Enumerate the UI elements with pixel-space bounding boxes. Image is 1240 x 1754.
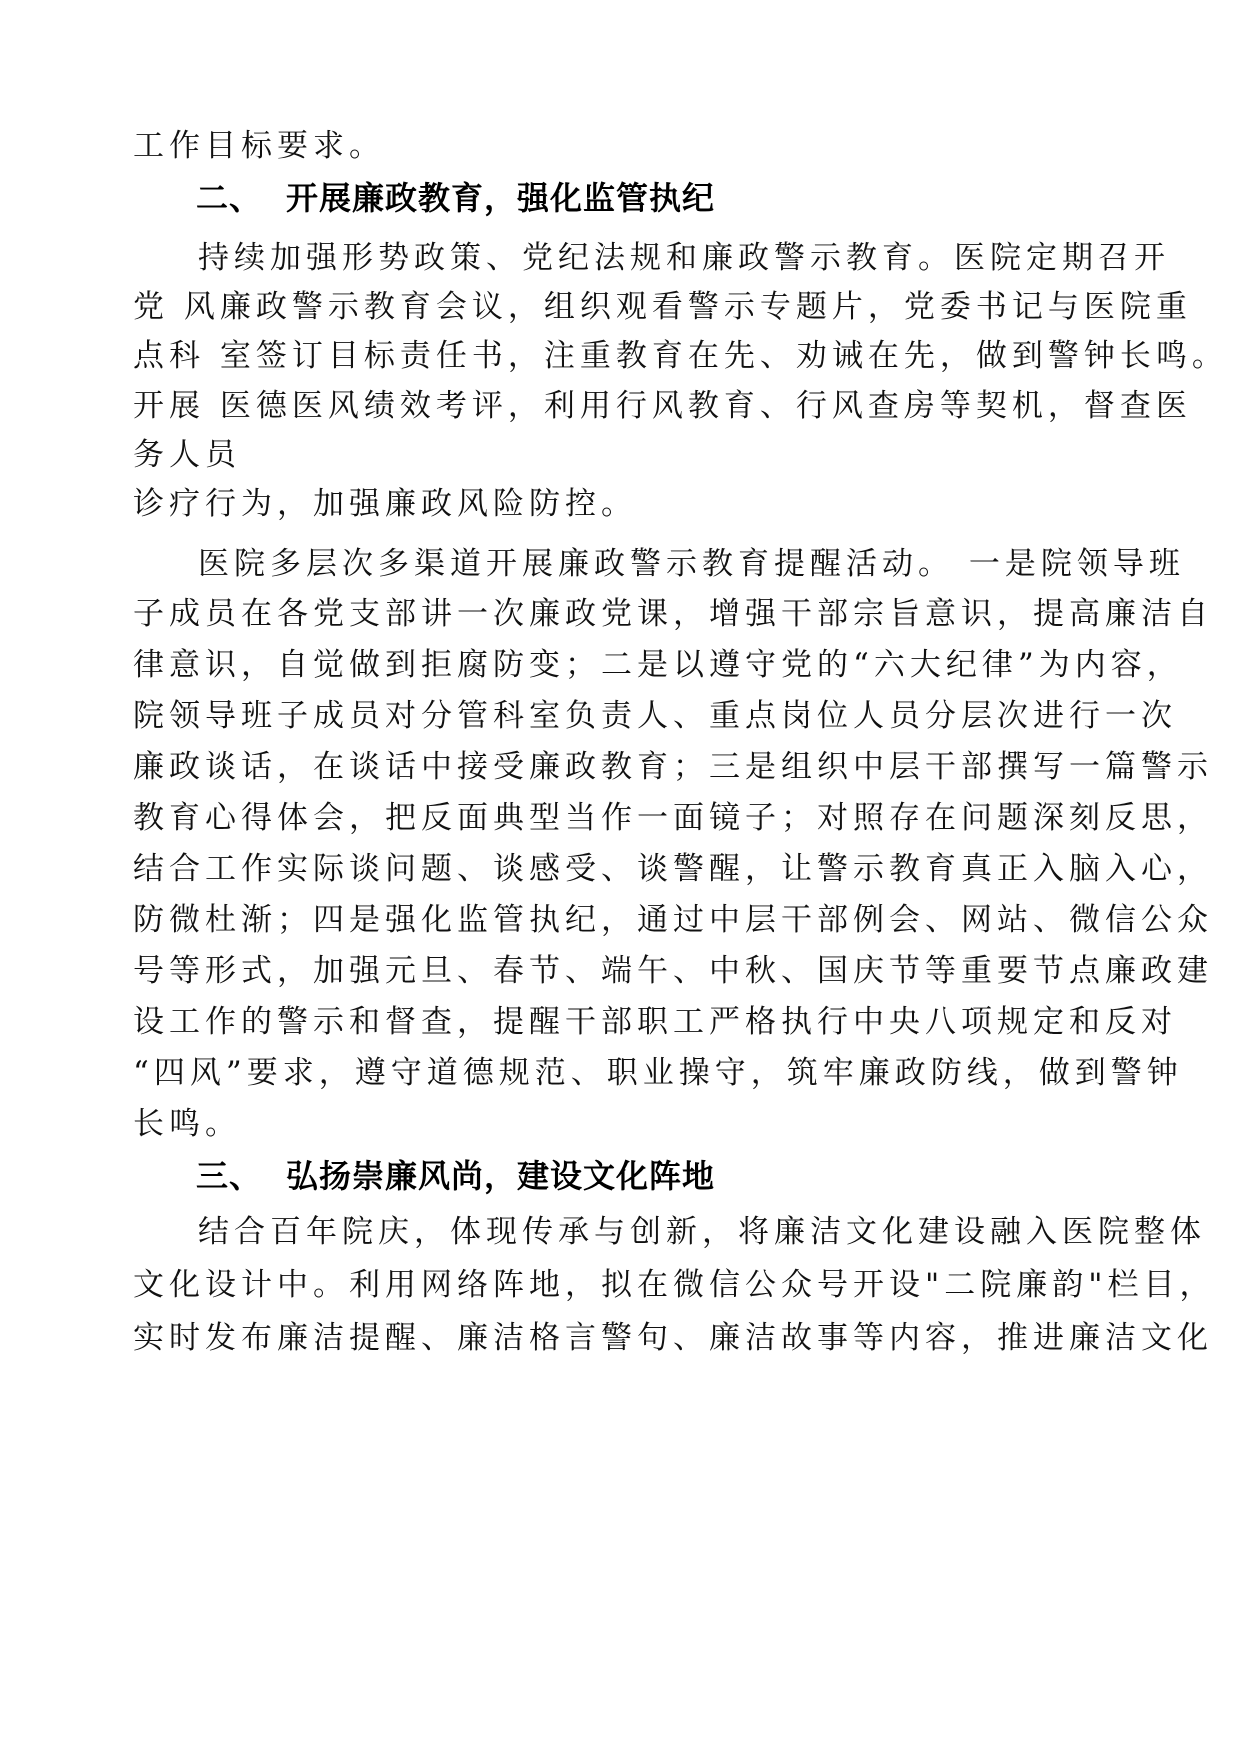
- text-line: 结合工作实际谈问题、谈感受、谈警醒，让警示教育真正入脑入心，: [133, 851, 1213, 887]
- text-line: 实时发布廉洁提醒、廉洁格言警句、廉洁故事等内容，推进廉洁文化: [133, 1320, 1213, 1356]
- text-line: 持续加强形势政策、党纪法规和廉政警示教育。医院定期召开: [198, 240, 1170, 276]
- section-heading-3: [196, 1156, 715, 1196]
- text-line: 防微杜渐；四是强化监管执纪，通过中层干部例会、网站、微信公众: [133, 902, 1213, 938]
- text-line: “四风”要求，遵守道德规范、职业操守，筑牢廉政防线，做到警钟: [133, 1055, 1183, 1091]
- text-line: 律意识，自觉做到拒腐防变；二是以遵守党的“六大纪律”为内容，: [133, 647, 1183, 683]
- section-title: 开展廉政教育，强化监管执纪: [286, 179, 716, 217]
- text-line: 号等形式，加强元旦、春节、端午、中秋、国庆节等重要节点廉政建: [133, 953, 1213, 989]
- section-number: 二、: [196, 179, 263, 217]
- text-line: 设工作的警示和督查，提醒干部职工严格执行中央八项规定和反对: [133, 1004, 1177, 1040]
- section-number: 三、: [196, 1157, 263, 1195]
- text-line: 院领导班子成员对分管科室负责人、重点岗位人员分层次进行一次: [133, 698, 1177, 734]
- text-line: 诊疗行为，加强廉政风险防控。: [133, 486, 637, 522]
- text-line: 开展 医德医风绩效考评，利用行风教育、行风查房等契机，督查医: [133, 388, 1192, 424]
- section-title: 弘扬崇廉风尚，建设文化阵地: [286, 1157, 716, 1195]
- text-line: 务人员: [133, 437, 241, 473]
- section-heading-2: [196, 178, 715, 218]
- text-line: 党 风廉政警示教育会议，组织观看警示专题片，党委书记与医院重: [133, 289, 1192, 325]
- text-line: 子成员在各党支部讲一次廉政党课，增强干部宗旨意识，提高廉洁自: [133, 596, 1213, 632]
- text-line: 廉政谈话，在谈话中接受廉政教育；三是组织中层干部撰写一篇警示: [133, 749, 1213, 785]
- text-line: 工作目标要求。: [133, 128, 385, 164]
- text-line: 结合百年院庆，体现传承与创新，将廉洁文化建设融入医院整体: [198, 1214, 1206, 1250]
- text-line: 长鸣。: [133, 1106, 241, 1142]
- text-line: 文化设计中。利用网络阵地，拟在微信公众号开设"二院廉韵"栏目，: [133, 1267, 1216, 1303]
- text-line: 教育心得体会，把反面典型当作一面镜子；对照存在问题深刻反思，: [133, 800, 1213, 836]
- text-line: 点科 室签订目标责任书，注重教育在先、劝诫在先，做到警钟长鸣。: [133, 338, 1228, 374]
- text-line: 医院多层次多渠道开展廉政警示教育提醒活动。 一是院领导班: [198, 546, 1185, 582]
